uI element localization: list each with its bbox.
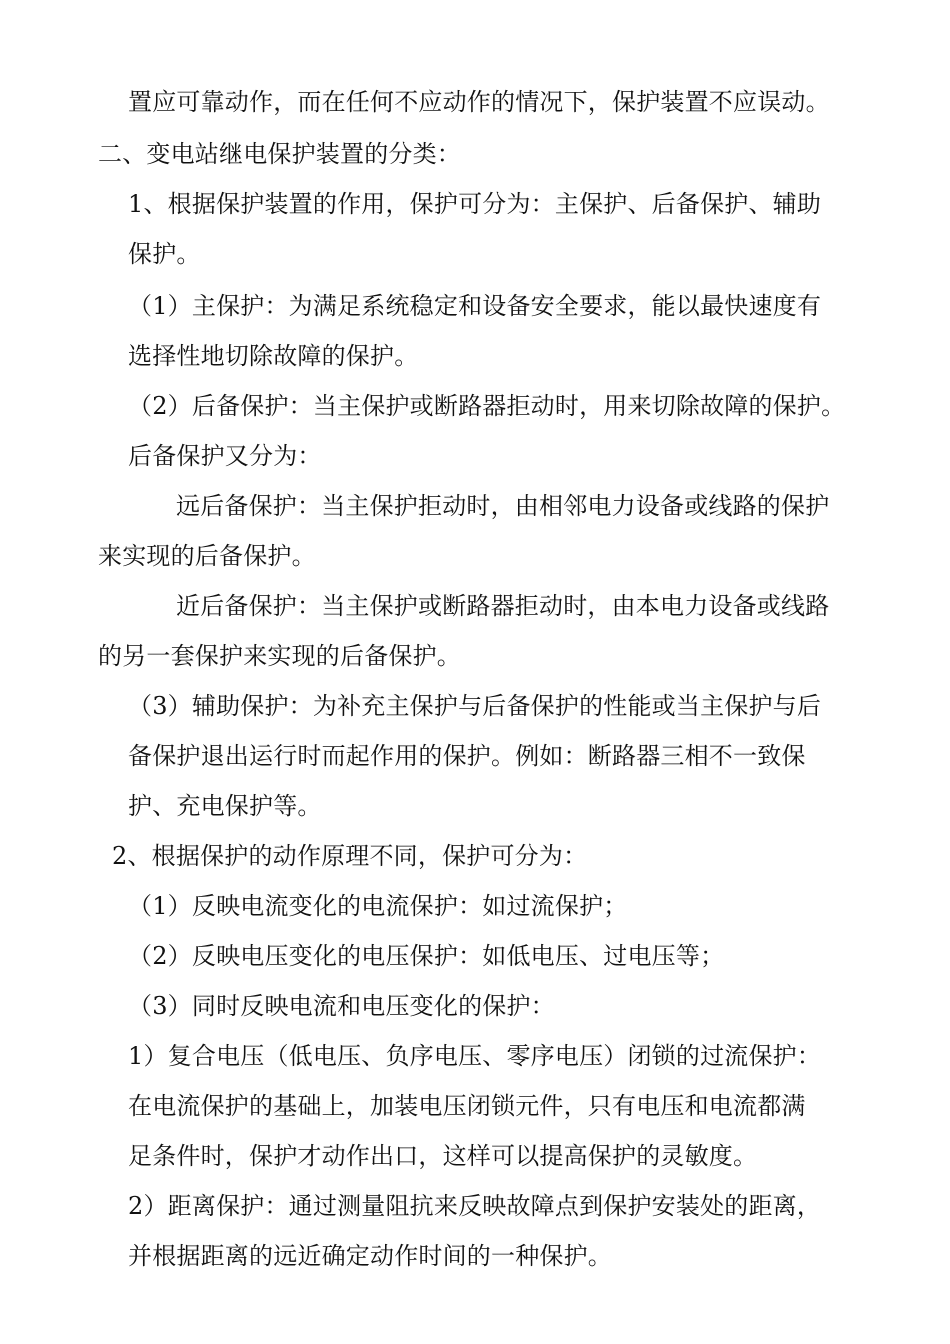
text-line: （2）反映电压变化的电压保护：如低电压、过电压等； <box>128 942 725 970</box>
text-line: 后备保护又分为： <box>128 442 322 470</box>
text-line: （2）后备保护：当主保护或断路器拒动时，用来切除故障的保护。 <box>128 392 846 420</box>
text-line: （1）反映电流变化的电流保护：如过流保护； <box>128 892 628 920</box>
text-line: 置应可靠动作，而在任何不应动作的情况下，保护装置不应误动。 <box>128 88 830 116</box>
text-line: （3）同时反映电流和电压变化的保护： <box>128 992 555 1020</box>
section-heading: 二、变电站继电保护装置的分类： <box>98 140 461 168</box>
text-line: 备保护退出运行时而起作用的保护。例如：断路器三相不一致保 <box>128 742 806 770</box>
text-line: 保护。 <box>128 240 201 268</box>
text-line: 在电流保护的基础上，加装电压闭锁元件，只有电压和电流都满 <box>128 1092 806 1120</box>
text-line: 并根据距离的远近确定动作时间的一种保护。 <box>128 1242 612 1270</box>
text-line: 护、充电保护等。 <box>128 792 322 820</box>
text-line: （3）辅助保护：为补充主保护与后备保护的性能或当主保护与后 <box>128 692 822 720</box>
text-line: 足条件时，保护才动作出口，这样可以提高保护的灵敏度。 <box>128 1142 758 1170</box>
text-line: 选择性地切除故障的保护。 <box>128 342 419 370</box>
text-line: 远后备保护：当主保护拒动时，由相邻电力设备或线路的保护 <box>176 492 830 520</box>
text-line: 1、根据保护装置的作用，保护可分为：主保护、后备保护、辅助 <box>128 190 822 218</box>
text-line: （1）主保护：为满足系统稳定和设备安全要求，能以最快速度有 <box>128 292 822 320</box>
text-line: 来实现的后备保护。 <box>98 542 316 570</box>
text-line: 的另一套保护来实现的后备保护。 <box>98 642 461 670</box>
text-line: 近后备保护：当主保护或断路器拒动时，由本电力设备或线路 <box>176 592 830 620</box>
text-line: 2）距离保护：通过测量阻抗来反映故障点到保护安装处的距离， <box>128 1192 822 1220</box>
text-line: 2、根据保护的动作原理不同，保护可分为： <box>112 842 588 870</box>
text-line: 1）复合电压（低电压、负序电压、零序电压）闭锁的过流保护： <box>128 1042 822 1070</box>
